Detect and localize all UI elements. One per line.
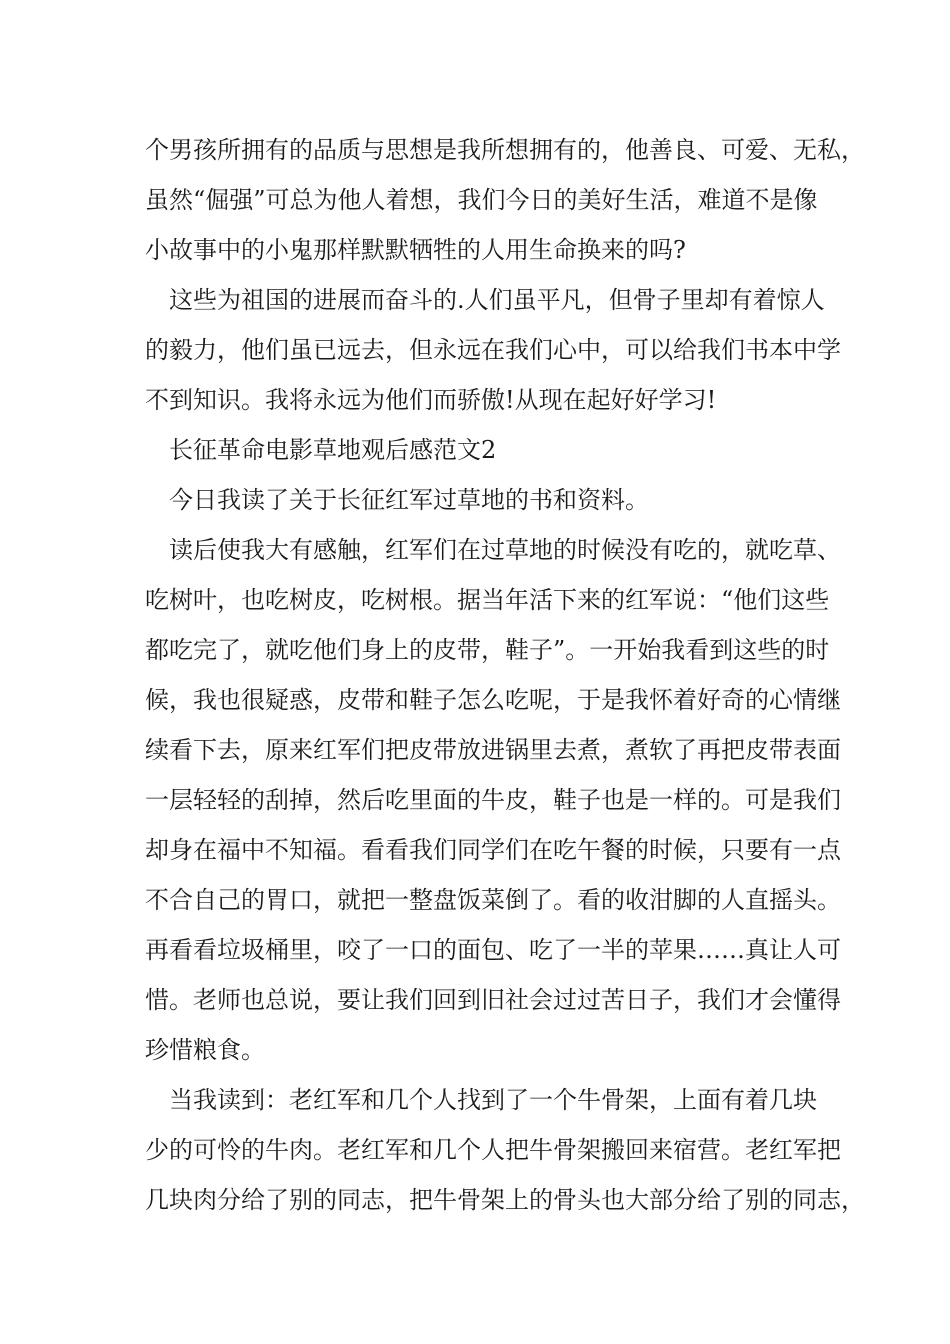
text-line: 少的可怜的牛肉。老红军和几个人把牛骨架搬回来宿营。老红军把 [145, 1136, 841, 1164]
text-line: 小故事中的小鬼那样默默牺牲的人用生命换来的吗? [145, 236, 686, 264]
text-line: 续看下去，原来红军们把皮带放进锅里去煮，煮软了再把皮带表面 [145, 736, 841, 764]
text-line: 不合自己的胃口，就把一整盘饭菜倒了。看的收泔脚的人直摇头。 [145, 886, 841, 914]
text-line: 却身在福中不知福。看看我们同学们在吃午餐的时候，只要有一点 [145, 836, 841, 864]
text-line: 当我读到：老红军和几个人找到了一个牛骨架，上面有着几块 [145, 1086, 817, 1114]
text-line: 不到知识。我将永远为他们而骄傲!从现在起好好学习! [145, 386, 717, 414]
text-line: 珍惜粮食。 [145, 1036, 265, 1064]
text-line: 候，我也很疑惑，皮带和鞋子怎么吃呢，于是我怀着好奇的心情继 [145, 686, 841, 714]
text-line: 这些为祖国的进展而奋斗的.人们虽平凡，但骨子里却有着惊人 [145, 286, 825, 314]
text-line: 读后使我大有感触，红军们在过草地的时候没有吃的，就吃草、 [145, 536, 841, 564]
text-line: 都吃完了，就吃他们身上的皮带，鞋子”。一开始我看到这些的时 [145, 636, 830, 664]
text-line: 几块肉分给了别的同志，把牛骨架上的骨头也大部分给了别的同志， [145, 1186, 865, 1214]
text-line: 一层轻轻的刮掉，然后吃里面的牛皮，鞋子也是一样的。可是我们 [145, 786, 841, 814]
section-heading: 长征革命电影草地观后感范文2 [145, 436, 497, 464]
text-line: 吃树叶，也吃树皮，吃树根。据当年活下来的红军说：“他们这些 [145, 586, 830, 614]
text-line: 今日我读了关于长征红军过草地的书和资料。 [145, 486, 649, 514]
text-line: 再看看垃圾桶里，咬了一口的面包、吃了一半的苹果……真让人可 [145, 936, 841, 964]
text-line: 个男孩所拥有的品质与思想是我所想拥有的，他善良、可爱、无私， [145, 136, 865, 164]
text-line: 惜。老师也总说，要让我们回到旧社会过过苦日子，我们才会懂得 [145, 986, 841, 1014]
text-line: 虽然“倔强”可总为他人着想，我们今日的美好生活，难道不是像 [145, 186, 818, 214]
text-line: 的毅力，他们虽已远去，但永远在我们心中，可以给我们书本中学 [145, 336, 841, 364]
